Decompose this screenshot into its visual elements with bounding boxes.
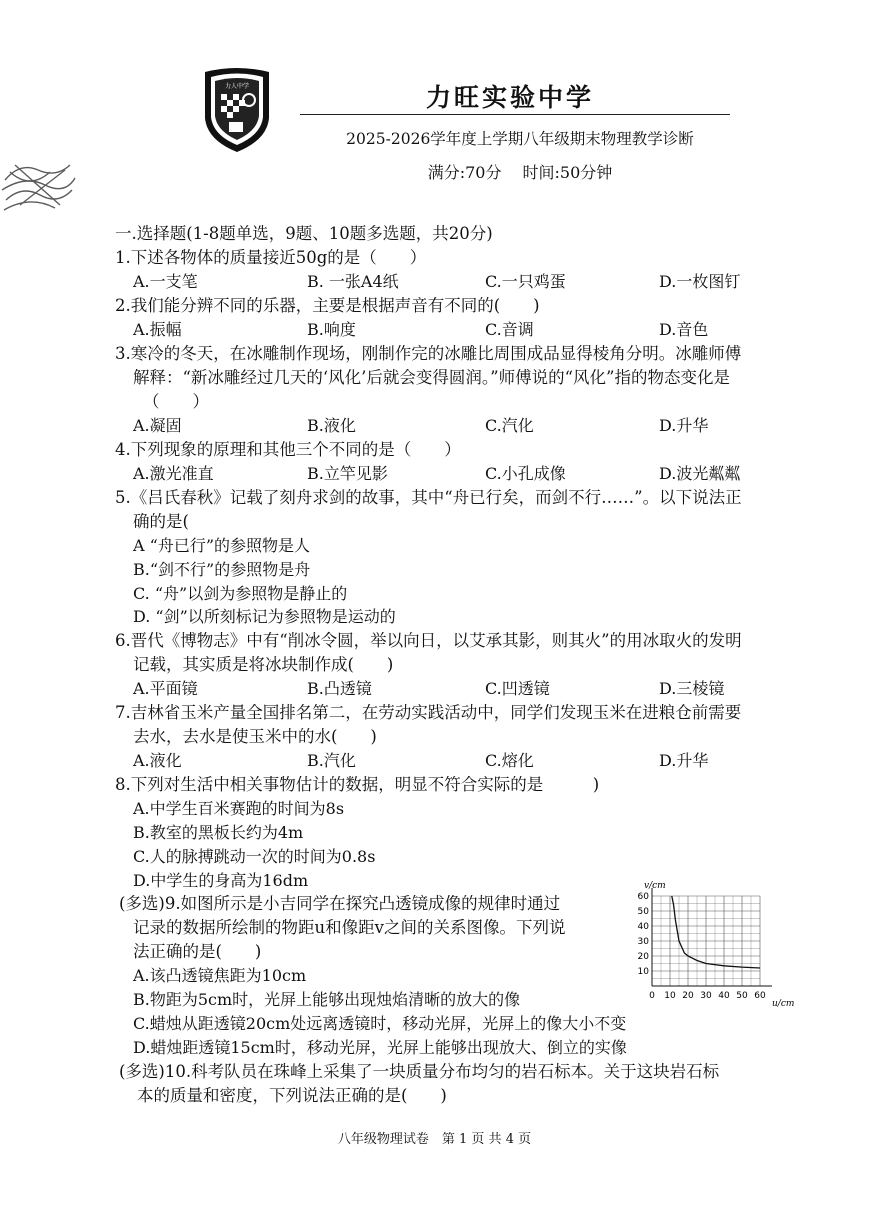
q5-option-d: D. “剑”以所刻标记为参照物是运动的 xyxy=(133,607,396,626)
q7-option-d: D.升华 xyxy=(659,751,709,770)
q1-option-d: D.一枚图钉 xyxy=(659,272,741,291)
exam-title: 2025-2026学年度上学期八年级期末物理教学诊断 xyxy=(346,130,694,148)
question-3-line-2: 解释：“新冰雕经过几天的‘风化’后就会变得圆润。”师傅说的“风化”指的物态变化是 xyxy=(133,368,730,387)
y-tick-label: 20 xyxy=(637,952,649,962)
question-5-line-1: 5.《吕氏春秋》记载了刻舟求剑的故事，其中“舟已行矣，而剑不行……”。以下说法正 xyxy=(115,488,742,507)
x-tick-label: 60 xyxy=(754,991,766,1001)
q3-option-b: B.液化 xyxy=(307,416,356,435)
section-title: 一.选择题(1-8题单选，9题、10题多选题，共20分) xyxy=(115,224,493,243)
school-logo xyxy=(201,66,273,154)
y-tick-label: 10 xyxy=(637,967,649,977)
q4-option-d: D.波光粼粼 xyxy=(659,464,741,483)
q1-option-a: A.一支笔 xyxy=(133,272,198,291)
q8-option-a: A.中学生百米赛跑的时间为8s xyxy=(133,799,345,818)
y-axis-label: v/cm xyxy=(644,881,666,891)
y-tick-label: 50 xyxy=(637,907,649,917)
q5-option-b: B.“剑不行”的参照物是舟 xyxy=(133,560,311,579)
q7-option-c: C.熔化 xyxy=(485,751,534,770)
q3-option-c: C.汽化 xyxy=(485,416,534,435)
x-axis-label: u/cm xyxy=(772,999,795,1008)
q3-option-a: A.凝固 xyxy=(133,416,182,435)
q9-option-b: B.物距为5cm时，光屏上能够出现烛焰清晰的放大的像 xyxy=(133,990,521,1009)
q6-option-c: C.凹透镜 xyxy=(485,679,550,698)
question-8: 8.下列对生活中相关事物估计的数据，明显不符合实际的是 ) xyxy=(115,775,600,794)
x-tick-label: 10 xyxy=(664,991,676,1001)
q6-option-b: B.凸透镜 xyxy=(307,679,372,698)
question-4: 4.下列现象的原理和其他三个不同的是（ ） xyxy=(115,440,461,459)
q8-option-c: C.人的脉搏跳动一次的时间为0.8s xyxy=(133,847,376,866)
question-5-line-2: 确的是( xyxy=(133,512,189,531)
q1-option-b: B. 一张A4纸 xyxy=(307,272,399,291)
logo-lettering: 力人中学 xyxy=(224,83,250,90)
q8-option-b: B.教室的黑板长约为4m xyxy=(133,823,304,842)
q2-option-d: D.音色 xyxy=(659,320,709,339)
q8-option-d: D.中学生的身高为16dm xyxy=(133,871,309,890)
q3-option-d: D.升华 xyxy=(659,416,709,435)
q5-option-c: C. “舟”以剑为参照物是静止的 xyxy=(133,584,348,603)
q6-option-a: A.平面镜 xyxy=(133,679,198,698)
q4-option-a: A.激光准直 xyxy=(133,464,214,483)
q9-option-a: A.该凸透镜焦距为10cm xyxy=(133,966,307,985)
question-7-line-1: 7.吉林省玉米产量全国排名第二，在劳动实践活动中，同学们发现玉米在进粮仓前需要 xyxy=(115,703,742,722)
school-name: 力旺实验中学 xyxy=(425,83,594,112)
x-tick-label: 0 xyxy=(649,991,655,1001)
q2-option-b: B.响度 xyxy=(307,320,356,339)
question-3-line-1: 3.寒冷的冬天，在冰雕制作现场，刚制作完的冰雕比周围成品显得棱角分明。冰雕师傅 xyxy=(115,344,742,363)
x-tick-label: 30 xyxy=(700,991,712,1001)
question-7-line-2: 去水，去水是使玉米中的水( ) xyxy=(133,727,377,746)
question-9-line-3: 法正确的是( ) xyxy=(133,942,262,961)
u-v-graph xyxy=(622,878,802,1008)
header-rule xyxy=(300,114,730,115)
x-tick-label: 40 xyxy=(718,991,730,1001)
score-time: 满分:70分 时间:50分钟 xyxy=(427,163,613,182)
question-9-line-2: 记录的数据所绘制的物距u和像距v之间的关系图像。下列说 xyxy=(133,918,566,937)
question-6-line-1: 6.晋代《博物志》中有“削冰令圆，举以向日，以艾承其影，则其火”的用冰取火的发明 xyxy=(115,631,742,650)
y-tick-label: 40 xyxy=(637,922,649,932)
question-1: 1.下述各物体的质量接近50g的是（ ） xyxy=(115,248,427,267)
pencil-scribble xyxy=(0,150,80,220)
q5-option-a: A “舟已行”的参照物是人 xyxy=(133,536,311,555)
question-10-line-2: 本的质量和密度，下列说法正确的是( ) xyxy=(137,1086,447,1105)
q7-option-a: A.液化 xyxy=(133,751,182,770)
u-v-curve xyxy=(672,896,760,968)
x-tick-label: 20 xyxy=(682,991,694,1001)
question-9-line-1: (多选)9.如图所示是小吉同学在探究凸透镜成像的规律时通过 xyxy=(119,894,561,913)
q4-option-c: C.小孔成像 xyxy=(485,464,566,483)
question-6-line-2: 记载，其实质是将冰块制作成( ) xyxy=(133,655,394,674)
q9-option-d: D.蜡烛距透镜15cm时，移动光屏，光屏上能够出现放大、倒立的实像 xyxy=(133,1038,627,1057)
x-tick-label: 50 xyxy=(736,991,748,1001)
question-2: 2.我们能分辨不同的乐器，主要是根据声音有不同的( ) xyxy=(115,296,540,315)
q2-option-a: A.振幅 xyxy=(133,320,182,339)
q6-option-d: D.三棱镜 xyxy=(659,679,725,698)
q4-option-b: B.立竿见影 xyxy=(307,464,388,483)
q2-option-c: C.音调 xyxy=(485,320,534,339)
question-3-line-3: （ ） xyxy=(143,392,209,411)
page-footer: 八年级物理试卷 第 1 页 共 4 页 xyxy=(337,1132,532,1147)
y-tick-label: 30 xyxy=(637,937,649,947)
y-tick-label: 60 xyxy=(637,892,649,902)
q1-option-c: C.一只鸡蛋 xyxy=(485,272,566,291)
question-10-line-1: (多选)10.科考队员在珠峰上采集了一块质量分布均匀的岩石标本。关于这块岩石标 xyxy=(119,1062,720,1081)
q7-option-b: B.汽化 xyxy=(307,751,356,770)
q9-option-c: C.蜡烛从距透镜20cm处远离透镜时，移动光屏，光屏上的像大小不变 xyxy=(133,1014,627,1033)
